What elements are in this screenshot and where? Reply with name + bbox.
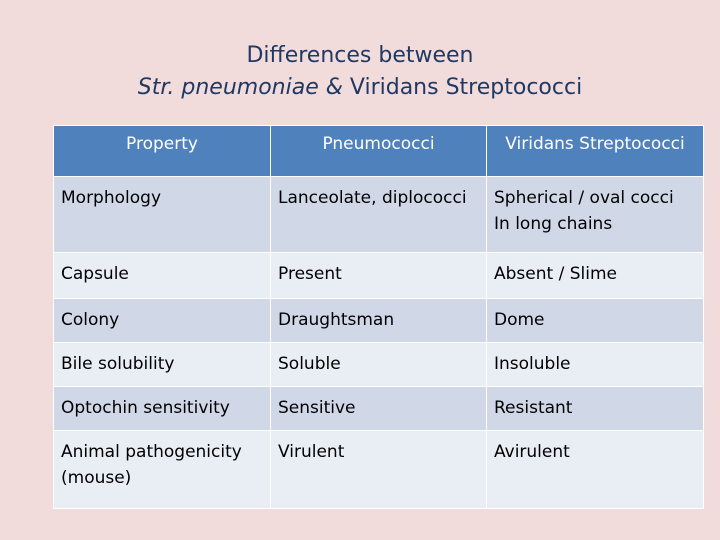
cell-pneumococci: Present <box>271 253 487 299</box>
cell-property: Morphology <box>54 177 271 253</box>
cell-pneumococci: Soluble <box>271 343 487 387</box>
table-row <box>54 343 704 387</box>
header-viridans: Viridans Streptococci <box>487 126 704 177</box>
cell-property: Capsule <box>54 253 271 299</box>
cell-viridans: Avirulent <box>487 431 704 509</box>
cell-property: Animal pathogenicity (mouse) <box>54 431 271 509</box>
cell-pneumococci: Sensitive <box>271 387 487 431</box>
table-header-row <box>54 126 704 177</box>
title-regular-part: Viridans Streptococci <box>342 75 583 100</box>
cell-viridans: Spherical / oval cocci In long chains <box>487 177 704 253</box>
table-row <box>54 387 704 431</box>
table-row <box>54 177 704 253</box>
cell-viridans: Absent / Slime <box>487 253 704 299</box>
cell-property: Optochin sensitivity <box>54 387 271 431</box>
header-property: Property <box>54 126 271 177</box>
table-row <box>54 299 704 343</box>
comparison-table <box>53 125 704 509</box>
title-line-1: Differences between <box>246 43 474 68</box>
title-line-2 <box>0 72 720 104</box>
cell-viridans: Dome <box>487 299 704 343</box>
table-row <box>54 253 704 299</box>
cell-pneumococci: Draughtsman <box>271 299 487 343</box>
cell-pneumococci: Lanceolate, diplococci <box>271 177 487 253</box>
cell-pneumococci: Virulent <box>271 431 487 509</box>
cell-viridans: Insoluble <box>487 343 704 387</box>
table-row <box>54 431 704 509</box>
header-pneumococci: Pneumococci <box>271 126 487 177</box>
cell-viridans: Resistant <box>487 387 704 431</box>
cell-property: Colony <box>54 299 271 343</box>
cell-property: Bile solubility <box>54 343 271 387</box>
title-italic-part: Str. pneumoniae & <box>137 75 343 100</box>
slide-title <box>0 40 720 104</box>
